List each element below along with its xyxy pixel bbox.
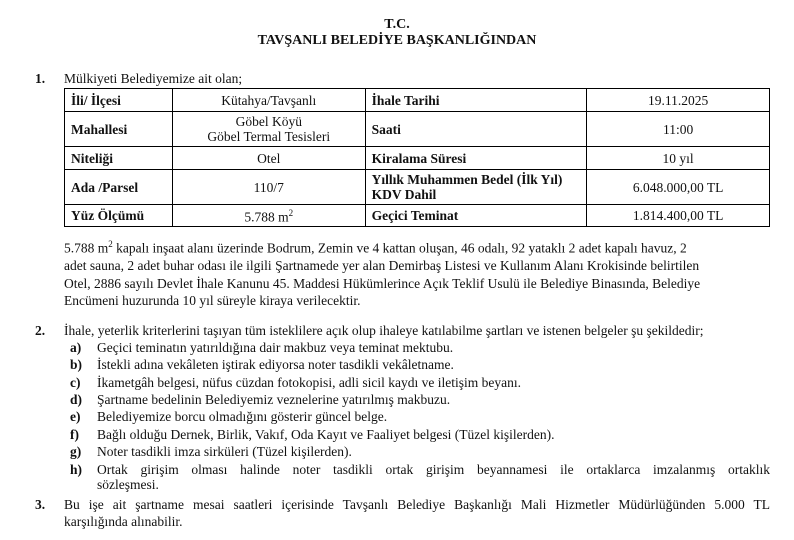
table-row <box>65 89 770 112</box>
list-item-text: Şartname bedelinin Belediyemiz veznelerine yatırılmış makbuzu. <box>97 392 451 407</box>
description-area-sup: 2 <box>108 239 113 249</box>
value-yuz-olcumu-number: 5.788 m <box>244 209 289 225</box>
section-1-description <box>64 236 774 310</box>
list-item-text: İstekli adına vekâleten iştirak ediyorsa noter tasdikli vekâletname. <box>97 357 454 372</box>
value-gecici-teminat: 1.814.400,00 TL <box>587 205 770 227</box>
section-2-number: 2. <box>35 323 46 338</box>
value-mahallesi-line1: Göbel Köyü <box>235 114 302 129</box>
table-row <box>65 170 770 205</box>
list-item-letter: a) <box>70 340 82 355</box>
header-tc: T.C. <box>384 17 410 32</box>
list-item-text: Ortak girişim olması halinde noter tasdikli ortak girişim beyannamesi ile ortaklarca imzalanmış ortaklık <box>97 462 770 477</box>
list-item-letter: b) <box>70 357 83 372</box>
value-yuz-olcumu <box>172 205 365 227</box>
value-ada-parsel: 110/7 <box>172 170 365 205</box>
property-info-table <box>64 88 770 227</box>
description-line-1-rest: kapalı inşaat alanı üzerinde Bodrum, Zemin ve 4 kattan oluşan, 46 odalı, 92 yataklı 2 adet kapalı havuz, 2 <box>112 240 687 256</box>
label-ihale-tarihi: İhale Tarihi <box>365 89 587 112</box>
section-3-line-1: Bu işe ait şartname mesai saatleri içerisinde Tavşanlı Belediye Başkanlığı Mali Hizmetler Müdürlüğünden 5.000 TL <box>64 497 770 512</box>
value-mahallesi-line2: Göbel Termal Tesisleri <box>207 129 331 144</box>
label-kiralama-suresi: Kiralama Süresi <box>365 147 587 170</box>
description-line-3: Otel, 2886 sayılı Devlet İhale Kanunu 45. Maddesi Hükümlerince Açık Teklif Usulü ile Belediye Binasında, Belediye <box>64 275 701 291</box>
list-item-letter: e) <box>70 409 81 424</box>
label-muhammen-bedel-line2: KDV Dahil <box>371 187 437 202</box>
list-item-text: Belediyemize borcu olmadığını gösterir güncel belge. <box>97 409 388 424</box>
table-row <box>65 147 770 170</box>
list-item-text: Noter tasdikli imza sirküleri (Tüzel kişilerden). <box>97 444 352 459</box>
label-mahallesi: Mahallesi <box>65 112 173 147</box>
label-yuz-olcumu: Yüz Ölçümü <box>65 205 173 227</box>
label-ada-parsel: Ada /Parsel <box>65 170 173 205</box>
list-item-letter: d) <box>70 392 83 407</box>
description-line-1 <box>64 236 774 257</box>
list-item-text: Geçici teminatın yatırıldığına dair makbuz veya teminat mektubu. <box>97 340 454 355</box>
header-title: TAVŞANLI BELEDİYE BAŞKANLIĞINDAN <box>257 33 537 48</box>
list-item-text: Bağlı olduğu Dernek, Birlik, Vakıf, Oda Kayıt ve Faaliyet belgesi (Tüzel kişilerden). <box>97 427 555 442</box>
value-mahallesi <box>172 112 365 147</box>
section-3-line-2: karşılığında alınabilir. <box>64 514 183 529</box>
value-kiralama-suresi: 10 yıl <box>587 147 770 170</box>
table-row <box>65 205 770 227</box>
value-niteligi: Otel <box>172 147 365 170</box>
list-item-letter: h) <box>70 462 83 477</box>
list-item-letter: c) <box>70 375 81 390</box>
label-gecici-teminat: Geçici Teminat <box>365 205 587 227</box>
section-1-number: 1. <box>35 71 46 86</box>
value-il-ilce: Kütahya/Tavşanlı <box>172 89 365 112</box>
label-saati: Saati <box>365 112 587 147</box>
list-item-letter: f) <box>70 427 79 442</box>
value-muhammen-bedel: 6.048.000,00 TL <box>587 170 770 205</box>
list-item-text-continued: sözleşmesi. <box>97 477 159 492</box>
table-row <box>65 112 770 147</box>
label-muhammen-bedel <box>365 170 587 205</box>
label-muhammen-bedel-line1: Yıllık Muhammen Bedel (İlk Yıl) <box>371 172 563 187</box>
label-niteligi: Niteliği <box>65 147 173 170</box>
list-item-text: İkametgâh belgesi, nüfus cüzdan fotokopisi, adli sicil kaydı ve iletişim beyanı. <box>97 375 522 390</box>
description-area: 5.788 m <box>64 240 109 256</box>
description-line-4: Encümeni huzurunda 10 yıl süreyle kiraya verilecektir. <box>64 293 361 308</box>
section-1-intro: Mülkiyeti Belediyemize ait olan; <box>64 71 243 86</box>
label-il-ilce: İli/ İlçesi <box>65 89 173 112</box>
section-3-number: 3. <box>35 497 46 512</box>
list-item-letter: g) <box>70 444 82 459</box>
value-yuz-olcumu-sup: 2 <box>288 208 294 219</box>
value-ihale-tarihi: 19.11.2025 <box>587 89 770 112</box>
section-2-intro: İhale, yeterlik kriterlerini taşıyan tüm isteklilere açık olup ihaleye katılabilme şartları ve istenen belgeler şu şekildedir; <box>64 323 704 338</box>
value-saati: 11:00 <box>587 112 770 147</box>
description-line-2: adet sauna, 2 adet buhar odası ile ilgili Şartnamede yer alan Demirbaş Listesi ve Kullanım Alanı Krokisinde belirtilen <box>64 258 700 273</box>
